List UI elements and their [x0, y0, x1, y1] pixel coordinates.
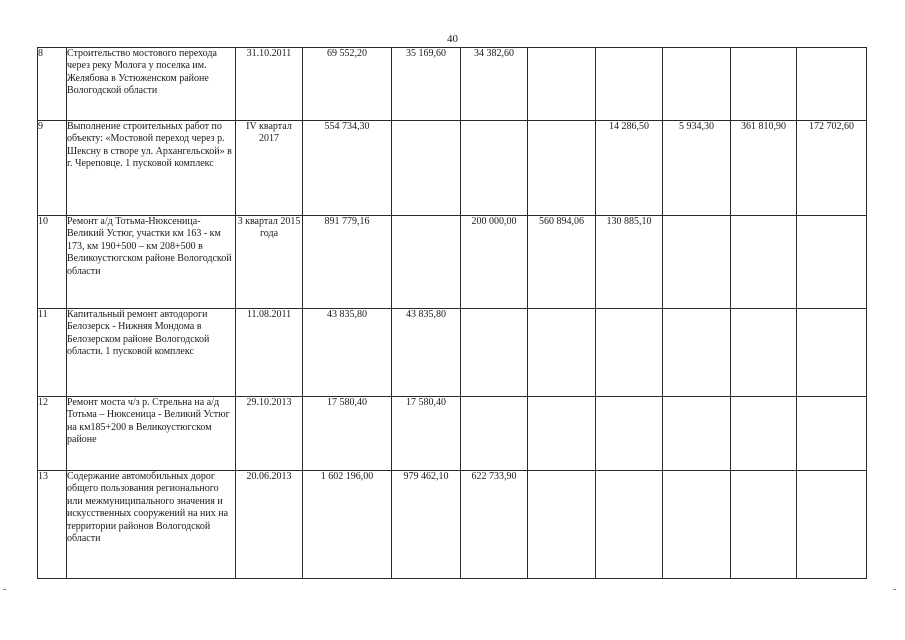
row-col5 — [596, 471, 663, 579]
row-col8 — [797, 471, 867, 579]
row-col5: 14 286,50 — [596, 121, 663, 216]
row-col6: 5 934,30 — [663, 121, 731, 216]
table-row — [38, 397, 867, 471]
row-date: 11.08.2011 — [236, 309, 303, 397]
row-description: Выполнение строительных работ по объекту: «Мостовой переход через р. Шексну в створе ул. Архангельской» в г. Череповце. 1 пусковой комплекс — [67, 121, 236, 216]
row-number: 12 — [38, 397, 67, 471]
row-col6 — [663, 309, 731, 397]
row-col2: 17 580,40 — [392, 397, 461, 471]
row-col6 — [663, 471, 731, 579]
row-col4 — [528, 121, 596, 216]
scan-mark-left: - — [3, 584, 7, 595]
row-description: Капитальный ремонт автодороги Белозерск - Нижняя Мондома в Белозерском районе Вологодской области. 1 пусковой комплекс — [67, 309, 236, 397]
table-row — [38, 48, 867, 121]
row-col6 — [663, 48, 731, 121]
row-col4 — [528, 309, 596, 397]
row-date: 20.06.2013 — [236, 471, 303, 579]
row-col8 — [797, 309, 867, 397]
row-col4: 560 894,06 — [528, 216, 596, 309]
row-col2: 979 462,10 — [392, 471, 461, 579]
row-total: 554 734,30 — [303, 121, 392, 216]
row-col7 — [731, 397, 797, 471]
row-date: 3 квартал 2015 года — [236, 216, 303, 309]
row-description: Содержание автомобильных дорог общего пользования регионального или межмуниципального значения и искусственных сооружений на них на территории районов Вологодской области — [67, 471, 236, 579]
row-col5: 130 885,10 — [596, 216, 663, 309]
row-col7 — [731, 216, 797, 309]
row-number: 9 — [38, 121, 67, 216]
scan-mark-right: - — [893, 584, 897, 595]
table-row — [38, 471, 867, 579]
row-col2: 43 835,80 — [392, 309, 461, 397]
row-total: 69 552,20 — [303, 48, 392, 121]
row-col6 — [663, 397, 731, 471]
row-col3: 622 733,90 — [461, 471, 528, 579]
row-date: IV квартал 2017 — [236, 121, 303, 216]
row-col8: 172 702,60 — [797, 121, 867, 216]
row-col2 — [392, 121, 461, 216]
row-date: 29.10.2013 — [236, 397, 303, 471]
row-col7: 361 810,90 — [731, 121, 797, 216]
row-description: Ремонт моста ч/з р. Стрельна на а/д Тотьма – Нюксеница - Великий Устюг на км185+200 в Великоустюгском районе — [67, 397, 236, 471]
row-col7 — [731, 48, 797, 121]
row-number: 13 — [38, 471, 67, 579]
row-col8 — [797, 397, 867, 471]
row-col5 — [596, 309, 663, 397]
row-total: 43 835,80 — [303, 309, 392, 397]
row-number: 11 — [38, 309, 67, 397]
row-col8 — [797, 216, 867, 309]
table-row — [38, 309, 867, 397]
row-col4 — [528, 471, 596, 579]
row-col6 — [663, 216, 731, 309]
row-col8 — [797, 48, 867, 121]
row-date: 31.10.2011 — [236, 48, 303, 121]
row-col5 — [596, 48, 663, 121]
row-description: Строительство мостового перехода через реку Молога у поселка им. Желябова в Устюженском районе Вологодской области — [67, 48, 236, 121]
row-total: 17 580,40 — [303, 397, 392, 471]
row-col2 — [392, 216, 461, 309]
row-number: 10 — [38, 216, 67, 309]
row-description: Ремонт а/д Тотьма-Нюксеница-Великий Устюг, участки км 163 - км 173, км 190+500 – км 208+500 в Великоустюгском районе Вологодской области — [67, 216, 236, 309]
table-row — [38, 216, 867, 309]
row-total: 891 779,16 — [303, 216, 392, 309]
row-number: 8 — [38, 48, 67, 121]
row-col3: 34 382,60 — [461, 48, 528, 121]
row-col4 — [528, 48, 596, 121]
row-col7 — [731, 309, 797, 397]
row-col3 — [461, 121, 528, 216]
row-col3 — [461, 309, 528, 397]
table-row — [38, 121, 867, 216]
row-col5 — [596, 397, 663, 471]
row-col4 — [528, 397, 596, 471]
row-total: 1 602 196,00 — [303, 471, 392, 579]
table-body — [38, 48, 867, 579]
projects-table — [37, 47, 867, 579]
row-col3 — [461, 397, 528, 471]
row-col3: 200 000,00 — [461, 216, 528, 309]
row-col2: 35 169,60 — [392, 48, 461, 121]
page-number: 40 — [447, 33, 458, 45]
row-col7 — [731, 471, 797, 579]
